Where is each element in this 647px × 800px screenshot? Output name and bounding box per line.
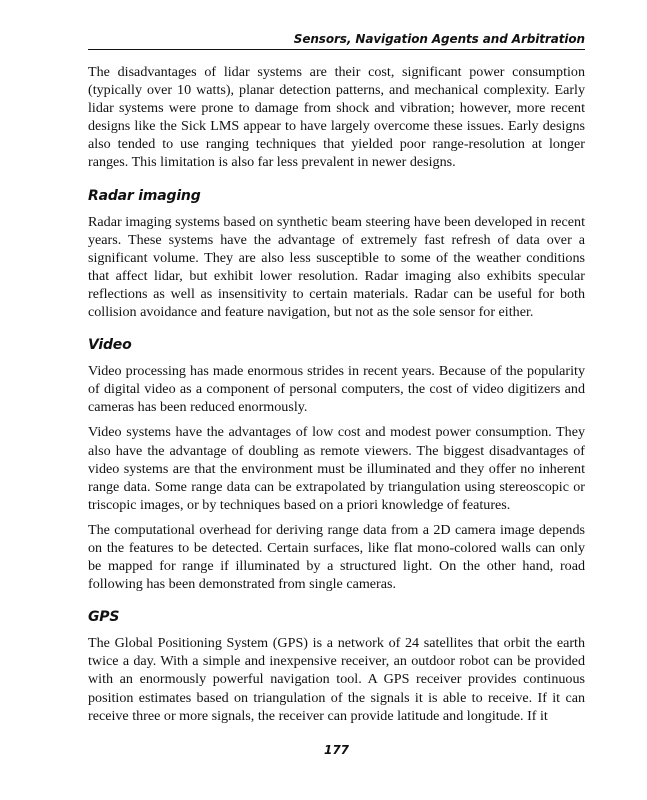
- section-gps: [88, 608, 585, 724]
- paragraph: The computational overhead for deriving range data from a 2D camera image depends on the features to be detected. Certain surfaces, like flat mono-colored walls can only be mapped for range if illuminated by a structured light. On the other hand, road following has been demonstrated from single cameras.: [88, 521, 585, 593]
- paragraph: Video processing has made enormous strides in recent years. Because of the popularity of digital video as a component of personal computers, the cost of video digitizers and cameras has been reduced enormously.: [88, 363, 585, 416]
- section-heading-video: Video: [88, 337, 132, 354]
- section-lidar: [88, 63, 585, 172]
- paragraph: The disadvantages of lidar systems are their cost, significant power consumption (typically over 10 watts), planar detection patterns, and mechanical complexity. Early lidar systems were prone to damage from shock and vibration; however, more recent designs like the Sick LMS appear to have largely overcome these issues. Early designs also tended to use ranging techniques that yielded poor range-resolution at longer ranges. This limitation is also far less prevalent in newer designs.: [88, 64, 585, 171]
- section-heading-gps: GPS: [88, 609, 120, 626]
- paragraph: Radar imaging systems based on synthetic beam steering have been developed in recent years. These systems have the advantage of extremely fast refresh of data over a significant volume. They are also less susceptible to some of the weather conditions that affect lidar, but exhibit lower resolution. Radar imaging also exhibits specular reflections as well as insensitivity to certain materials. Radar can be useful for both collision avoidance and feature navigation, but not as the sole sensor for either.: [88, 213, 585, 321]
- page-number: 177: [323, 743, 350, 757]
- page-body: [88, 63, 585, 732]
- section-video: [88, 336, 585, 593]
- section-radar-imaging: [88, 187, 585, 322]
- section-heading-radar-imaging: Radar imaging: [88, 187, 201, 204]
- paragraph: The Global Positioning System (GPS) is a network of 24 satellites that orbit the earth twice a day. With a simple and inexpensive receiver, an outdoor robot can be provided with an enormously powerful navigation tool. A GPS receiver provides continuous position estimates based on triangulation of the signals it is able to receive. If it can receive three or more signals, the receiver can provide latitude and longitude. If it: [88, 635, 585, 724]
- book-page: [88, 0, 585, 800]
- paragraph: Video systems have the advantages of low cost and modest power consumption. They also have the advantage of doubling as remote viewers. The biggest disadvantages of video systems are that the environment must be illuminated and they offer no inherent range data. Some range data can be extrapolated by triangulation using stereoscopic or triscopic images, or by techniques based on a priori knowledge of features.: [88, 424, 585, 513]
- header-rule: [88, 49, 585, 50]
- running-header: Sensors, Navigation Agents and Arbitration: [293, 32, 585, 46]
